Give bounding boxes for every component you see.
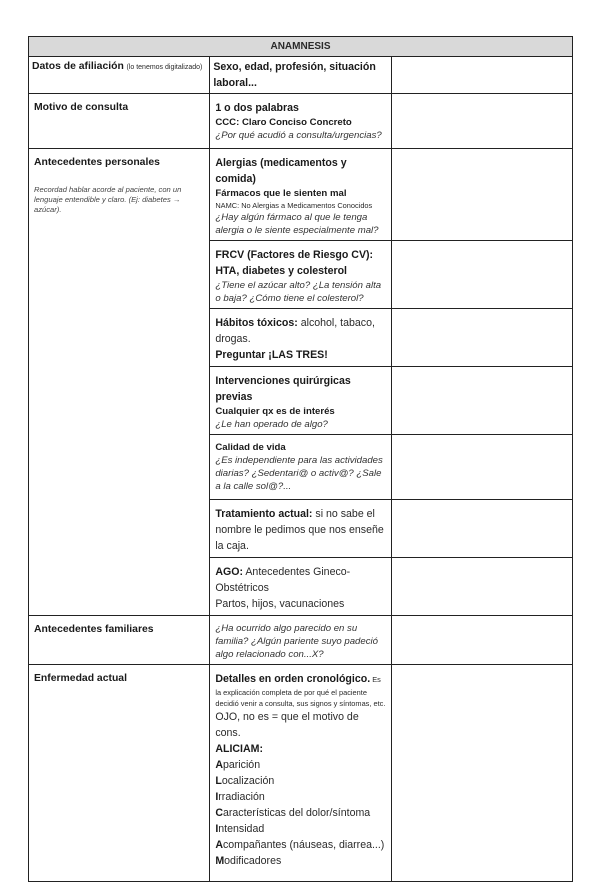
label-note: Recordad hablar acorde al paciente, con un lenguaje entendible y claro. (Ej: diabetes → azúcar). bbox=[34, 185, 182, 214]
answer-cell[interactable] bbox=[391, 665, 572, 882]
aliciam-item: Intensidad bbox=[215, 823, 265, 835]
answer-cell[interactable] bbox=[391, 367, 572, 435]
row-familiares bbox=[29, 616, 573, 665]
aliciam-item: Características del dolor/síntoma bbox=[215, 807, 371, 819]
cell-text: CCC: Claro Conciso Concreto bbox=[215, 117, 352, 128]
cell-text: Cualquier qx es de interés bbox=[215, 406, 335, 417]
anamnesis-table bbox=[28, 36, 573, 882]
row-label: Datos de afiliación bbox=[32, 61, 124, 72]
cell-text: Detalles en orden cronológico. bbox=[215, 673, 371, 685]
answer-cell[interactable] bbox=[391, 558, 572, 616]
cell-text: OJO, no es = que el motivo de cons. bbox=[215, 711, 359, 739]
row-motivo bbox=[29, 94, 573, 149]
row-enfermedad bbox=[29, 665, 573, 882]
aliciam-item: Localización bbox=[215, 775, 275, 787]
cell-text: ALICIAM: bbox=[215, 743, 263, 755]
row-label: Antecedentes familiares bbox=[34, 624, 154, 635]
answer-cell[interactable] bbox=[391, 500, 572, 558]
cell-text: Alergias (medicamentos y comida) bbox=[215, 157, 347, 185]
row-label: Enfermedad actual bbox=[34, 673, 127, 684]
cell-text: si no sabe el nombre le pedimos que nos enseñe la caja. bbox=[215, 508, 384, 552]
cell-text: Calidad de vida bbox=[215, 442, 286, 453]
cell-text: Intervenciones quirúrgicas previas bbox=[215, 375, 351, 403]
cell-text: AGO: bbox=[215, 566, 243, 578]
aliciam-item: Acompañantes (náuseas, diarrea...) bbox=[215, 839, 385, 851]
answer-cell[interactable] bbox=[391, 57, 572, 94]
answer-cell[interactable] bbox=[391, 241, 572, 309]
aliciam-item: Irradiación bbox=[215, 791, 265, 803]
cell-text: ¿Tiene el azúcar alto? ¿La tensión alta o baja? ¿Cómo tiene el colesterol? bbox=[215, 280, 382, 304]
cell-text: Fármacos que le sienten mal bbox=[215, 188, 347, 199]
cell-text: Sexo, edad, profesión, situación laboral... bbox=[213, 61, 376, 89]
answer-cell[interactable] bbox=[391, 435, 572, 500]
cell-text: Partos, hijos, vacunaciones bbox=[215, 598, 345, 610]
cell-text: ¿Le han operado de algo? bbox=[215, 419, 328, 430]
cell-text: Antecedentes Gineco-Obstétricos bbox=[215, 566, 351, 594]
aliciam-item: Aparición bbox=[215, 759, 261, 771]
cell-text: 1 o dos palabras bbox=[215, 102, 299, 114]
cell-text: ¿Por qué acudió a consulta/urgencias? bbox=[215, 130, 382, 141]
cell-text: Hábitos tóxicos: bbox=[215, 317, 298, 329]
cell-text: ¿Es independiente para las actividades diarias? ¿Sedentari@ o activ@? ¿Sale a la calle sol@?... bbox=[215, 455, 383, 492]
row-alergias bbox=[29, 149, 573, 241]
cell-text: Tratamiento actual: bbox=[215, 508, 313, 520]
cell-text: ¿Hay algún fármaco al que le tenga alergia o le siente especialmente mal? bbox=[215, 212, 379, 236]
cell-text: FRCV (Factores de Riesgo CV): HTA, diabetes y colesterol bbox=[215, 249, 374, 277]
cell-text: NAMC: No Alergias a Medicamentos Conocidos bbox=[215, 201, 373, 210]
answer-cell[interactable] bbox=[391, 149, 572, 241]
aliciam-item: Modificadores bbox=[215, 855, 282, 867]
row-label: Antecedentes personales bbox=[34, 157, 160, 168]
cell-text: alcohol, tabaco, drogas. bbox=[215, 317, 375, 345]
answer-cell[interactable] bbox=[391, 616, 572, 665]
row-label: Motivo de consulta bbox=[34, 102, 129, 113]
cell-text: ¿Ha ocurrido algo parecido en su familia? ¿Algún pariente suyo padeció algo relacionado con...X? bbox=[215, 623, 378, 660]
table-title: ANAMNESIS bbox=[29, 37, 573, 57]
answer-cell[interactable] bbox=[391, 309, 572, 367]
cell-text: Es la explicación completa de por qué el paciente decidió venir a consulta, sus signos y síntomas, etc. bbox=[215, 675, 386, 708]
cell-text: Preguntar ¡LAS TRES! bbox=[215, 349, 328, 361]
label-note: (lo tenemos digitalizado) bbox=[126, 64, 203, 71]
answer-cell[interactable] bbox=[391, 94, 572, 149]
row-datos-afiliacion bbox=[29, 57, 573, 94]
